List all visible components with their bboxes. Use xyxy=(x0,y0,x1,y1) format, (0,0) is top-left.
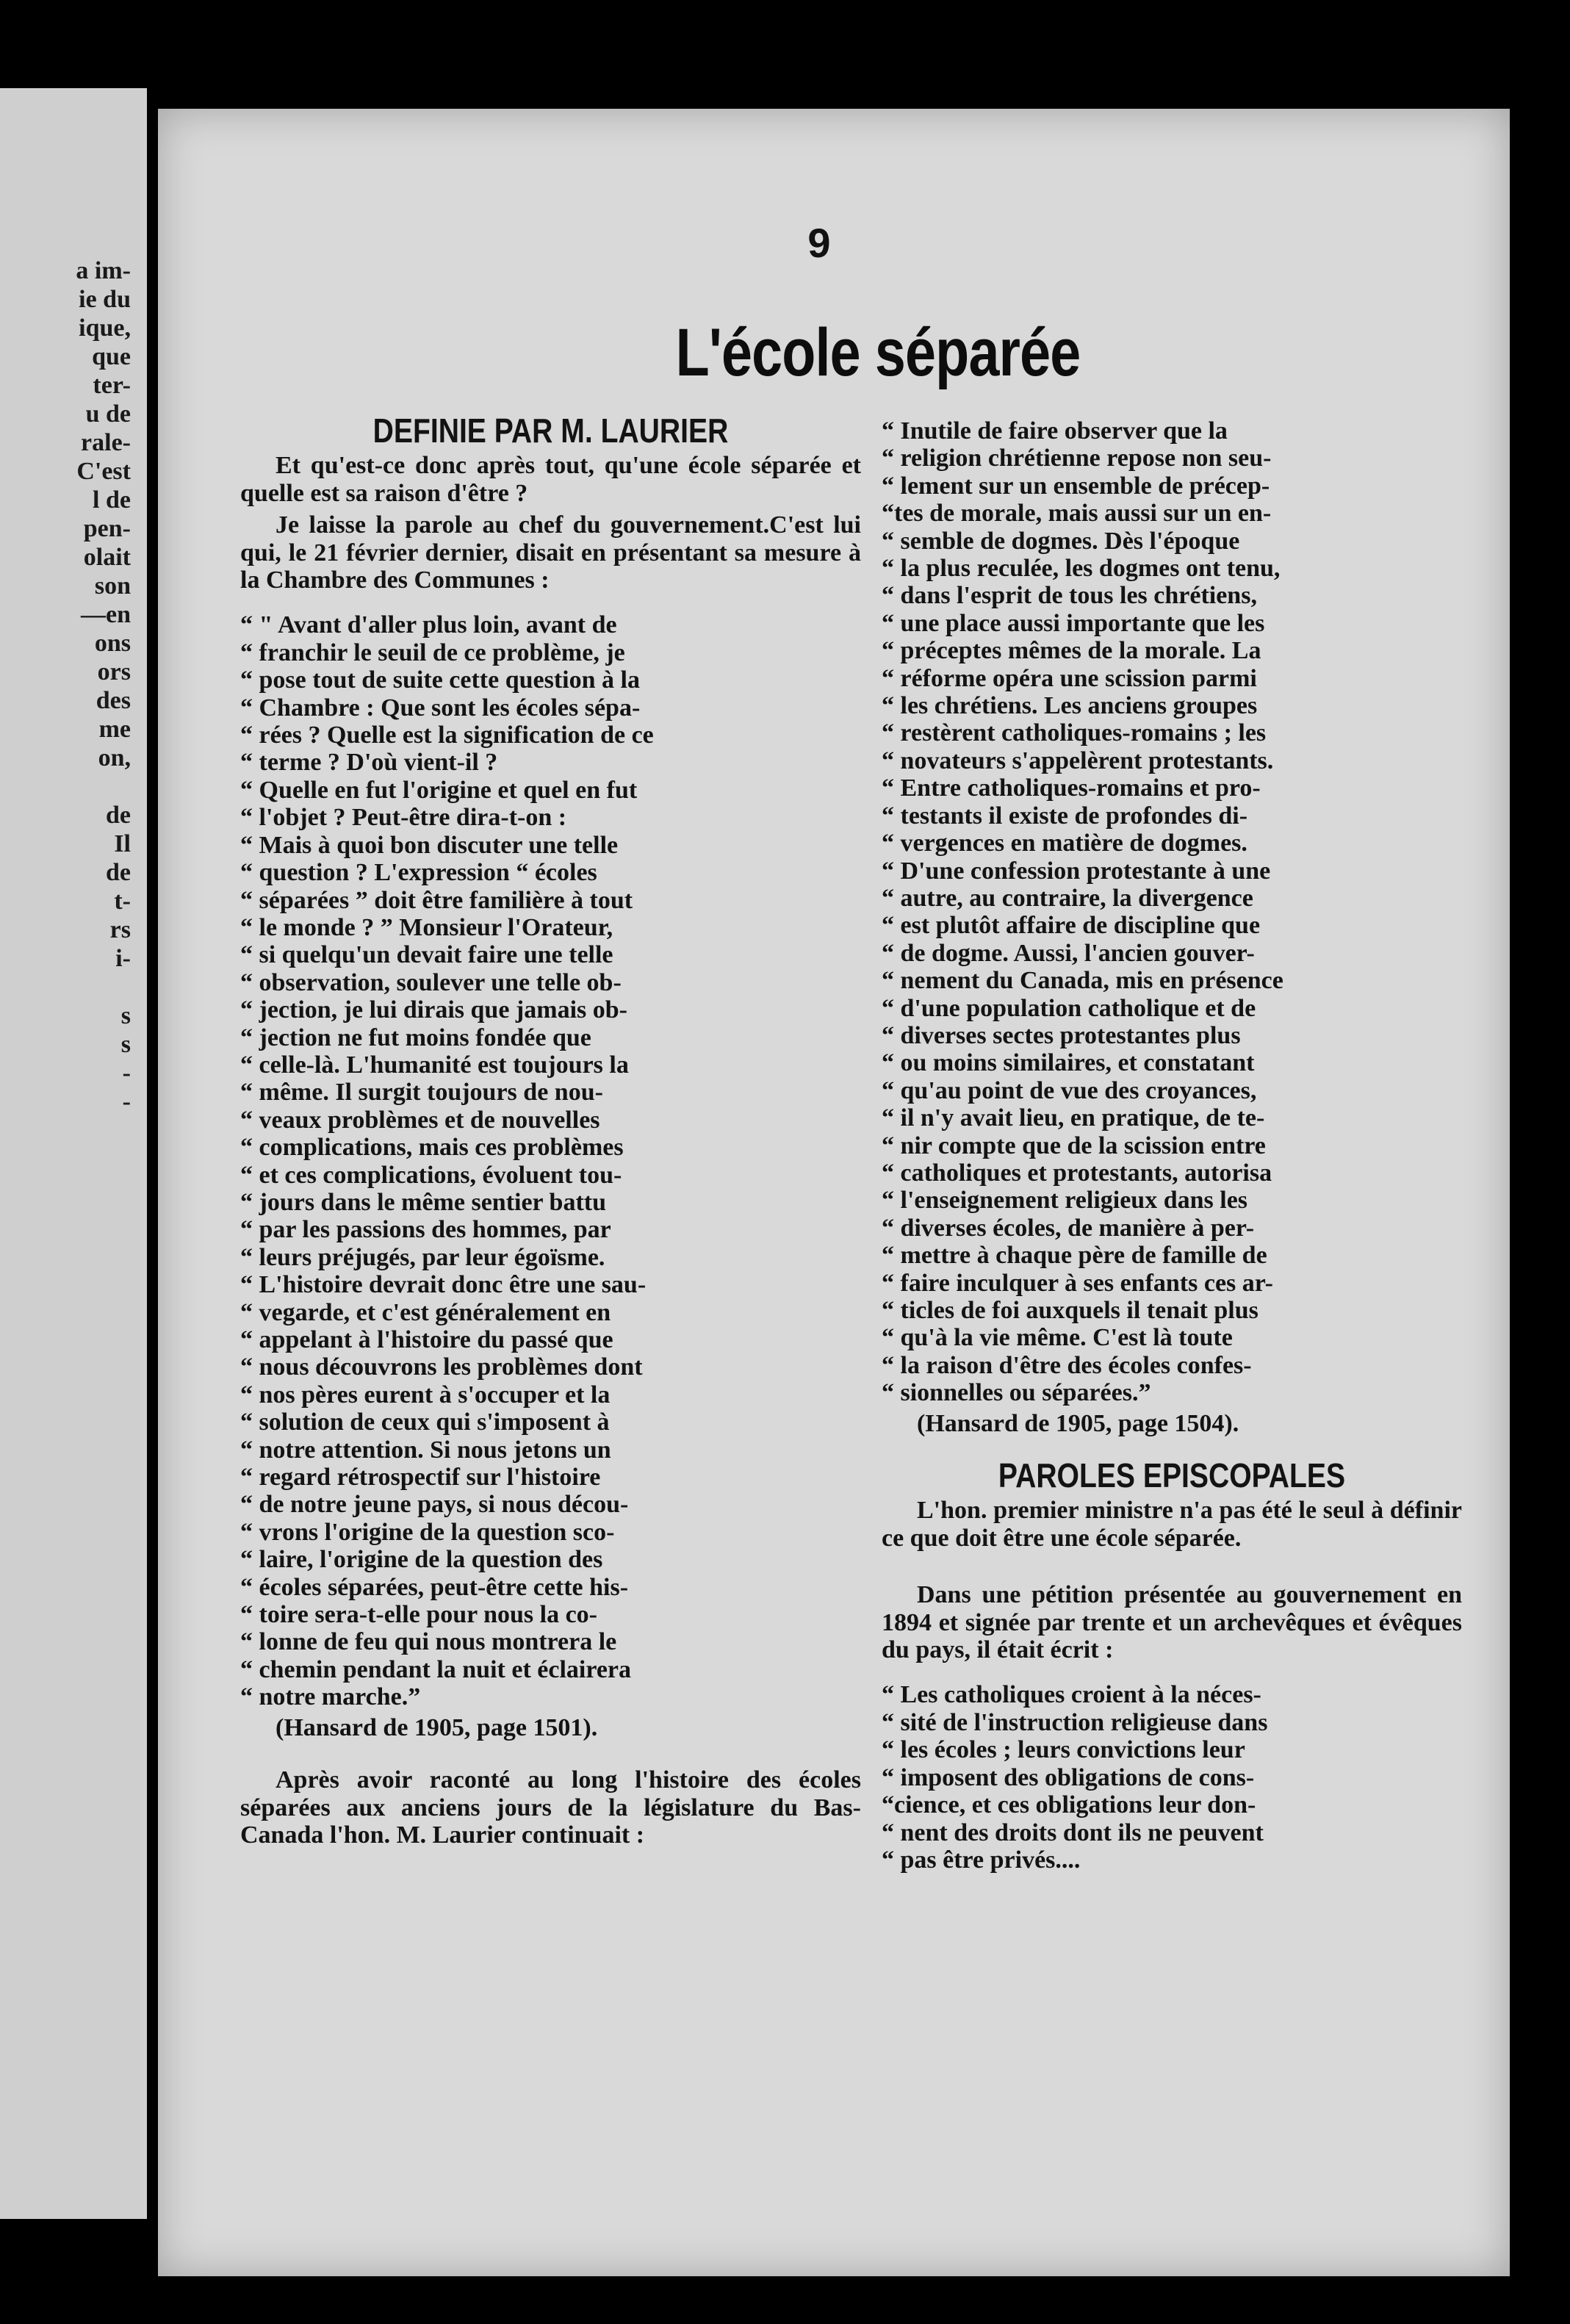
previous-page-line: i- xyxy=(115,945,131,972)
laurier-quote-continued: “ Inutile de faire observer que la “ religion chrétienne repose non seu- “ lement sur un ensemble de précep- “tes de morale, mais aussi sur un en- “ semble de dogmes. Dès l'époque “ la plus reculée, les dogmes ont tenu, “ dans l'esprit de tous les chrétiens, “ une place aussi importante que les “ préceptes mêmes de la morale. La “ réforme opéra une scission parmi “ les chrétiens. Les anciens groupes “ restèrent catholiques-romains ; les “ novateurs s'appelèrent protestants. “ Entre catholiques-romains et pro- “ testants il existe de profondes di- “ vergences en matière de dogmes. “ D'une confession protestante à une “ autre, au contraire, la divergence “ est plutôt affaire de discipline que “ de dogme. Aussi, l'ancien gouver- “ nement du Canada, mis en présence “ d'une population catholique et de “ diverses sectes protestantes plus “ ou moins similaires, et constatant “ qu'au point de vue des croyances, “ il n'y avait lieu, en pratique, de te- “ nir compte que de la scission entre “ catholiques et protestants, autorisa “ l'enseignement religieux dans les “ diverses écoles, de manière à per- “ mettre à chaque père de famille de “ faire inculquer à ses enfants ces ar- “ ticles de foi auxquels il tenait plus “ qu'à la vie même. C'est là toute “ la raison d'être des écoles confes- “ sionnelles ou séparées.” xyxy=(882,417,1283,1407)
paragraph-petition: Dans une pétition présentée au gouvernement en 1894 et signée par trente et un archevêques et évêques du pays, il était écrit : xyxy=(882,1581,1462,1664)
previous-page-fragment xyxy=(0,88,147,2219)
page-number: 9 xyxy=(807,220,831,266)
previous-page-line: des xyxy=(96,687,131,714)
quote-source: (Hansard de 1905, page 1501). xyxy=(276,1713,598,1741)
outro-paragraph: Après avoir raconté au long l'histoire des écoles séparées aux anciens jours de la législature du Bas-Canada l'hon. M. Laurier continuait : xyxy=(240,1766,861,1849)
previous-page-line: me xyxy=(98,716,131,743)
intro-speaker: Je laisse la parole au chef du gouvernement.C'est lui qui, le 21 février dernier, disait en présentant sa mesure à la Chambre des Communes : xyxy=(240,511,861,594)
previous-page-line: - xyxy=(122,1060,131,1087)
page-title: L'école séparée xyxy=(675,315,1081,390)
quote-source-2: (Hansard de 1905, page 1504). xyxy=(917,1409,1239,1437)
right-column-heading: PAROLES EPISCOPALES xyxy=(998,1456,1346,1495)
previous-page-line: olait xyxy=(83,544,131,571)
previous-page-line: s xyxy=(120,1002,131,1029)
previous-page-line: rs xyxy=(109,916,131,943)
previous-page-line: ons xyxy=(94,630,131,657)
previous-page-line: —en xyxy=(81,601,131,628)
paragraph-premier-ministre: L'hon. premier ministre n'a pas été le seul à définir ce que doit être une école séparée. xyxy=(882,1497,1462,1552)
document-page xyxy=(158,109,1510,2276)
previous-page-line: u de xyxy=(85,400,131,428)
previous-page-line: ie du xyxy=(79,286,131,313)
previous-page-line: de xyxy=(106,859,131,886)
previous-page-line: ique, xyxy=(79,314,131,342)
right-column xyxy=(882,417,1462,1874)
previous-page-line: Il xyxy=(114,830,131,857)
previous-page-line: on, xyxy=(98,744,131,771)
episcopal-quote: “ Les catholiques croient à la néces- “ sité de l'instruction religieuse dans “ les écoles ; leurs convictions leur “ imposent des obligations de cons- “cience, et ces obligations leur don- “ nent des droits dont ils ne peuvent “ pas être privés.... xyxy=(882,1681,1268,1874)
previous-page-line: que xyxy=(92,343,131,370)
previous-page-line: - xyxy=(122,1088,131,1115)
previous-page-line: a im- xyxy=(76,257,131,284)
previous-page-line: ter- xyxy=(93,372,131,399)
left-column xyxy=(240,411,861,1853)
previous-page-line: l de xyxy=(93,486,131,514)
previous-page-line: rale- xyxy=(81,429,131,456)
previous-page-line: ors xyxy=(97,658,131,686)
intro-question: Et qu'est-ce donc après tout, qu'une école séparée et quelle est sa raison d'être ? xyxy=(240,452,861,507)
left-column-heading: DEFINIE PAR M. LAURIER xyxy=(372,411,729,450)
previous-page-line: s xyxy=(120,1031,131,1058)
laurier-quote: “ " Avant d'aller plus loin, avant de “ franchir le seuil de ce problème, je “ pose tout de suite cette question à la “ Chambre : Que sont les écoles sépa- “ rées ? Quelle est la signification de ce “ terme ? D'où vient-il ? “ Quelle en fut l'origine et quel en fut “ l'objet ? Peut-être dira-t-on : “ Mais à quoi bon discuter une telle “ question ? L'expression “ écoles “ séparées ” doit être familière à tout “ le monde ? ” Monsieur l'Orateur, “ si quelqu'un devait faire une telle “ observation, soulever une telle ob- “ jection, je lui dirais que jamais ob- “ jection ne fut moins fondée que “ celle-là. L'humanité est toujours la “ même. Il surgit toujours de nou- “ veaux problèmes et de nouvelles “ complications, mais ces problèmes “ et ces complications, évoluent tou- “ jours dans le même sentier battu “ par les passions des hommes, par “ leurs préjugés, par leur égoïsme. “ L'histoire devrait donc être une sau- “ vegarde, et c'est généralement en “ appelant à l'histoire du passé que “ nous découvrons les problèmes dont “ nos pères eurent à s'occuper et la “ solution de ceux qui s'imposent à “ notre attention. Si nous jetons un “ regard rétrospectif sur l'histoire “ de notre jeune pays, si nous décou- “ vrons l'origine de la question sco- “ laire, l'origine de la question des “ écoles séparées, peut-être cette his- “ toire sera-t-elle pour nous la co- “ lonne de feu qui nous montrera le “ chemin pendant la nuit et éclairera “ notre marche.” xyxy=(240,611,654,1711)
previous-page-line: son xyxy=(94,572,131,600)
previous-page-line: de xyxy=(106,802,131,829)
previous-page-line: t- xyxy=(114,888,131,915)
previous-page-line: C'est xyxy=(76,458,131,485)
previous-page-line: pen- xyxy=(83,515,131,542)
